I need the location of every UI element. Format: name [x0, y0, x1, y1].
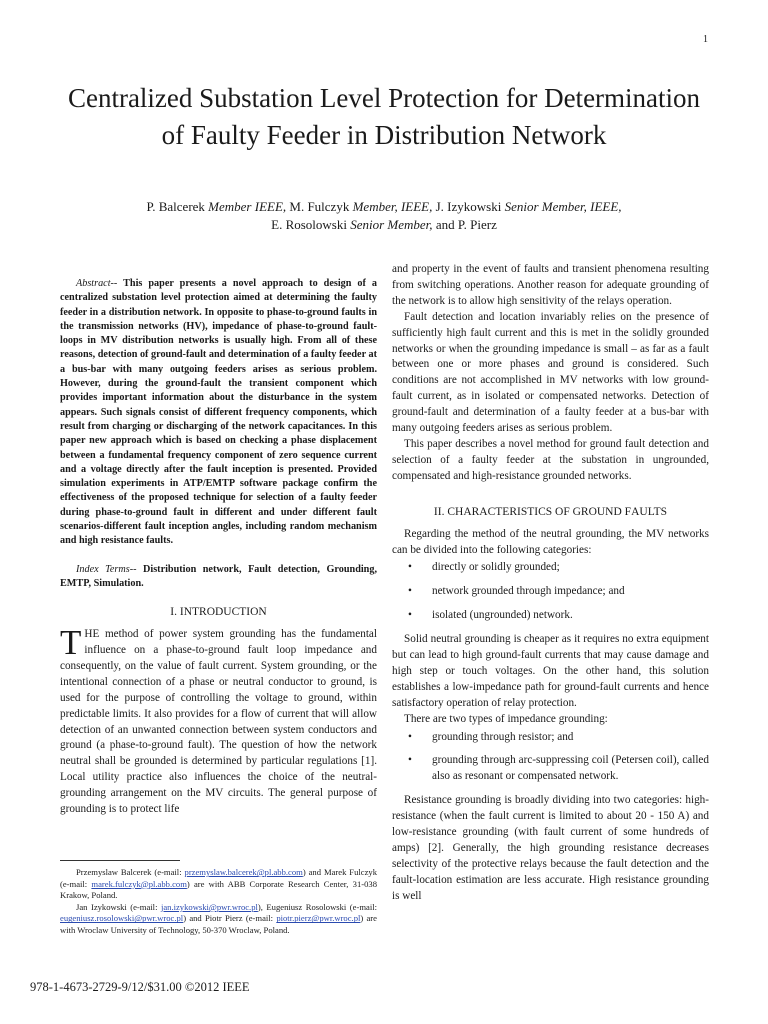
abstract	[60, 277, 377, 549]
body-paragraph: Fault detection and location invariably relies on the presence of sufficiently high fault current and this is met in the solidly grounded networks or when the grounding impedance is small – as far as a fault between one or more phases and ground is considered. Such conditions are not accomplished in MV networks with low ground-fault current, as in isolated or compensated networks. Detection of ground-fault and determination of a faulty feeder at a bus-bar with many outgoing feeders arises as serious problem.	[392, 310, 709, 435]
list-item	[392, 608, 709, 624]
author-name: E. Rosolowski	[271, 217, 351, 232]
footnote-text: ) are with ABB Corporate Research Center, 31-038 Krakow, Poland.	[60, 878, 377, 901]
email-link[interactable]: piotr.pierz@pwr.wroc.pl	[276, 913, 361, 924]
bullet-icon: •	[408, 730, 412, 743]
list-item-text: grounding through arc-suppressing coil (Petersen coil), called also as resonant or compensated network.	[432, 754, 709, 783]
footnote-text: Jan Izykowski (e-mail:	[76, 901, 161, 912]
title-part: ROUND	[580, 505, 625, 518]
body-paragraph: Solid neutral grounding is cheaper as it requires no extra equipment but can lead to high ground-fault currents that may cause damage and high step or touch voltages. On the other hand, this solution establishes a low-impedance path for ground-fault currents and hence satisfactory operation of relay protection.	[392, 633, 709, 709]
section-numeral: II.	[433, 505, 448, 518]
index-terms	[60, 563, 377, 592]
footnote-text: ) and Marek Fulczyk (e-mail:	[60, 867, 377, 889]
body-paragraph: There are two types of impedance grounding:	[404, 712, 608, 725]
page-number: 1	[703, 34, 708, 45]
bullet-list	[392, 560, 709, 624]
title-part: F	[624, 505, 632, 518]
introduction-paragraph	[60, 623, 377, 818]
author-line-2	[60, 216, 708, 234]
index-terms-text: Distribution network, Fault detection, Grounding, EMTP, Simulation.	[60, 563, 377, 589]
list-item-text: isolated (ungrounded) network.	[432, 609, 573, 622]
footnote	[60, 902, 377, 937]
author-line-1	[60, 198, 708, 216]
section-title-initial: I	[179, 606, 184, 619]
author-name: J. Izykowski	[432, 199, 505, 214]
email-link[interactable]: marek.fulczyk@pl.abb.com	[91, 878, 187, 889]
footnote	[60, 867, 377, 902]
footnote-text: Przemyslaw Balcerek (e-mail:	[76, 867, 185, 877]
author-name: and P. Pierz	[432, 217, 497, 232]
copyright-line: 978-1-4673-2729-9/12/$31.00 ©2012 IEEE	[30, 980, 250, 994]
abstract-lead: Abstract--	[76, 278, 118, 289]
footnote-text: ), Eugeniusz Rosolowski (e-mail:	[257, 901, 377, 912]
right-column	[392, 262, 709, 905]
bullet-icon: •	[408, 754, 412, 767]
bullet-list	[392, 730, 709, 786]
body-paragraph: Regarding the method of the neutral grounding, the MV networks can be divided into the following categories:	[392, 527, 709, 556]
title-part: HARACTERISTICS OF	[455, 505, 573, 518]
author-list	[60, 198, 708, 234]
email-link[interactable]: przemyslaw.balcerek@pl.abb.com	[184, 867, 303, 877]
index-terms-lead: Index Terms--	[76, 563, 137, 575]
author-role: Senior Member,	[350, 217, 433, 232]
title-part: AULTS	[631, 505, 668, 518]
author-name: P. Balcerek	[146, 199, 209, 214]
list-item-text: grounding through resistor; and	[432, 730, 574, 743]
body-paragraph: and property in the event of faults and transient phenomena resulting from switching operations. Another reason for adequate grounding of the network is to allow high sensitivity of the relays operation.	[392, 263, 709, 307]
email-link[interactable]: eugeniusz.rosolowski@pwr.wroc.pl	[60, 913, 184, 924]
footnote-text: ) are with Wroclaw University of Technology, 50-370 Wroclaw, Poland.	[60, 913, 377, 935]
footnotes	[60, 860, 377, 937]
list-item	[392, 584, 709, 600]
author-role: Senior Member, IEEE,	[504, 199, 622, 214]
title-part: G	[572, 505, 581, 518]
section-numeral: I.	[170, 606, 180, 619]
list-item	[392, 753, 709, 785]
list-item	[392, 560, 709, 576]
body-paragraph: Resistance grounding is broadly dividing into two categories: high-resistance (when the fault current is limited to about 20 - 150 A) and low-resistance grounding (with fault current of some hundreds of amps) [2]. Generally, the high grounding resistance decreases selectivity of the protective relays because the fault detection and the fault-location estimation are less accurate. High resistance grounding is well	[392, 794, 709, 902]
list-item	[392, 730, 709, 746]
list-item-text: directly or solidly grounded;	[432, 561, 560, 574]
list-item-text: network grounded through impedance; and	[432, 585, 625, 598]
title-part: C	[447, 505, 456, 518]
left-column	[60, 277, 377, 818]
section-heading-introduction	[60, 605, 377, 621]
footnote-rule	[60, 860, 180, 861]
paper-title: Centralized Substation Level Protection for Determination of Faulty Feeder in Distribution Network	[67, 83, 701, 150]
section-title-rest: NTRODUCTION	[183, 606, 267, 619]
author-role: Member, IEEE,	[352, 199, 433, 214]
author-name: M. Fulczyk	[286, 199, 353, 214]
abstract-text: This paper presents a novel approach to design of a centralized substation level protection aimed at determining the faulty feeder in a distribution network. In opposite to phase-to-ground faults in the transmission networks (HV), impedance of phase-to-ground fault-loops in MV distribution networks is usually high. From all of these reasons, detection of ground-fault and determination of a faulty feeder at a bus-bar with many outgoing feeders arises as serious problem. However, during the ground-fault the transient component which provides important information about the disturbance in the system appears. Such signals consist of different frequency components, which result from charging or discharging of the network capacitances. In this paper new approach which is based on checking a phase displacement between a fundamental frequency component of zero sequence current and a voltage directly after the fault inception is presented. Provided simulation experiments in ATP/EMTP software package confirm the effectiveness of the proposed technique for selection of a faulty feeder during phase-to-ground fault in different and under different fault scenarios-different fault inception angles, including random mechanism and high resistance faults.	[60, 278, 377, 547]
email-link[interactable]: jan.izykowski@pwr.wroc.pl	[160, 901, 258, 912]
introduction-text: HE method of power system grounding has the fundamental influence on a phase-to-ground fault loop impedance and consequently, on the value of fault current. System grounding, or the intentional connection of a phase or neutral conductor to ground, is used for the purpose of controlling the voltage to ground, within predictable limits. It also provides for a flow of current that will allow detection of an unwanted connection between system conductors and ground (a phase-to-ground fault). The question of how the network neutral shall be grounded is determined by particular regulations [1]. Local utility practice also influences the choice of the neutral-grounding arrangement on the MV circuits. The general purpose of grounding is to protect life	[60, 628, 377, 816]
drop-cap: T	[60, 623, 82, 663]
author-role: Member IEEE,	[208, 199, 287, 214]
footnote-text: ) and Piotr Pierz (e-mail:	[183, 913, 277, 924]
section-heading-ground-faults	[392, 505, 709, 521]
bullet-icon: •	[408, 561, 412, 574]
body-paragraph: This paper describes a novel method for ground fault detection and selection of a faulty feeder at the substation in ungrounded, compensated and high-resistance grounded networks.	[392, 437, 709, 482]
bullet-icon: •	[408, 585, 412, 598]
bullet-icon: •	[408, 609, 412, 622]
